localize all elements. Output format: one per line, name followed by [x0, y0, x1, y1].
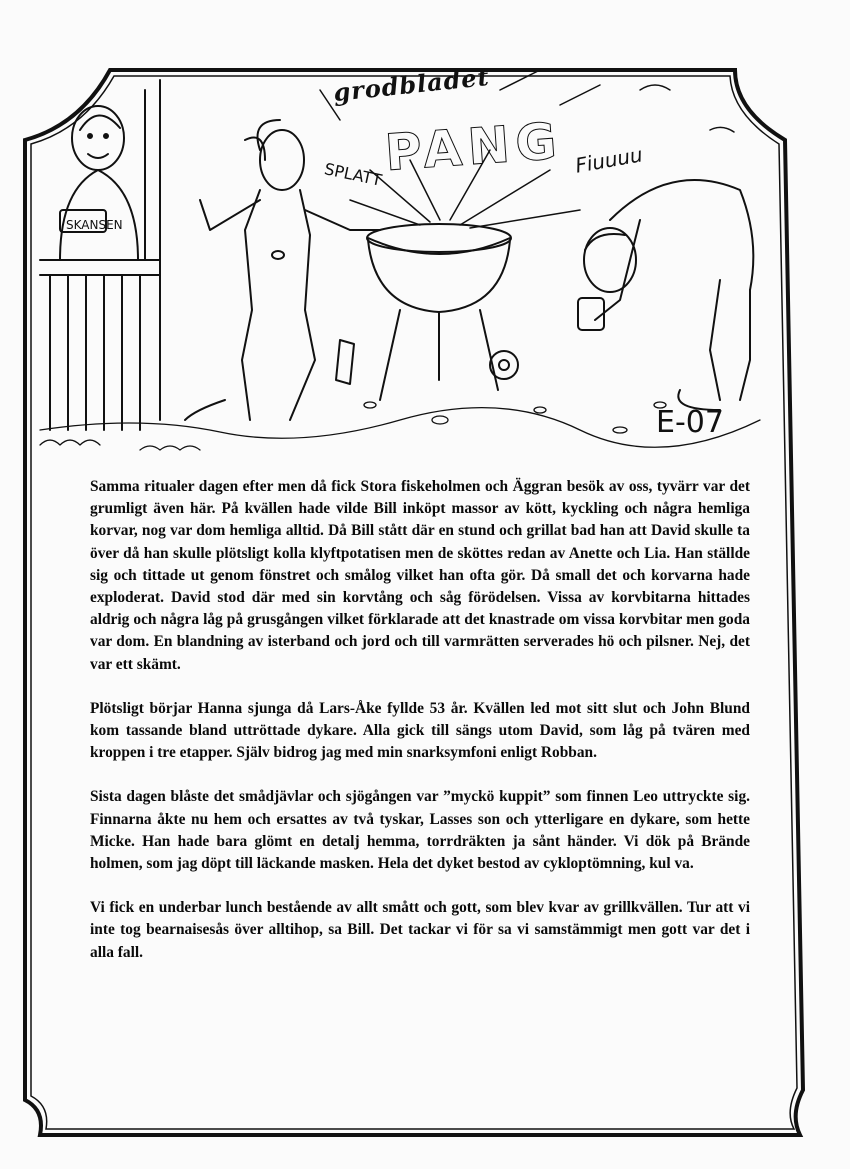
article-paragraph: Plötsligt börjar Hanna sjunga då Lars-Åke fyllde 53 år. Kvällen led mot sitt slut och John Blund kom tassande bland uttröttade dykare. Alla gick till sängs utom David, som låg på tvären med kroppen i tre etapper. Själv bidrog jag med min snarksymfoni enligt Robban.: [90, 699, 750, 762]
house-wall: [40, 80, 160, 430]
article-paragraph: Samma ritualer dagen efter men då fick Stora fiskeholmen och Äggran besök av oss, tyvärr var det grumligt även här. På kvällen hade vilde Bill inköpt massor av kött, kyckling och några hemliga korvar, nog var dom hemliga alltid. Då Bill stått där en stund och grillat bad han att David skulle ta över då han skulle plötsligt kolla klyftpotatisen men de sköttes redan av Anette och Lia. Han ställde sig och tittade ut genom fönstret och smålog vilket han ofta gör. Då small det och korvarna hade exploderat. David stod där med sin korvtång och såg förödelsen. Vissa av korvbitarna hittades aldrig och några låg på grusgången vilket förklarade att det knastrade om vissa korvbitar men goda var dom. En blandning av isterband och jord och till varmrätten serverades hö och pilsner. Nej, det var ett skämt.: [90, 478, 750, 673]
article-paragraph: Sista dagen blåste det smådjävlar och sjögången var ”myckö kuppit” som finnen Leo uttryckte sig. Finnarna åkte nu hem och ersattes av två tyskar, Lasses son och ytterligare en dykare, som hette Micke. Han hade bara glömt en detalj hemma, torrdräkten ja sånt händer. Vi dök på Brände holmen, som jag döpt till läckande masken. Hela det dyket bestod av cykloptömning, kul va.: [90, 788, 750, 873]
sfx-splatt: SPLATT: [322, 159, 384, 190]
masthead-title: grodbladet: [331, 61, 491, 108]
artist-signature: E-07: [656, 405, 724, 440]
article-body: [90, 476, 750, 986]
man-in-window: [60, 106, 138, 260]
article-paragraph: Vi fick en underbar lunch bestående av allt smått och gott, som blev kvar av grillkvällen. Tur att vi inte tog bearnaisesås över alltihop, sa Bill. Det tackar vi för sa vi samstämmigt men gott var det i alla fall.: [90, 899, 750, 961]
bending-man: [578, 180, 753, 410]
kettle-grill: [336, 224, 518, 400]
sfx-pang: PANG: [383, 111, 565, 183]
ground-scribbles: [40, 402, 760, 450]
sfx-fiuuu: Fiuuuu: [573, 142, 645, 178]
sign-skansen: SKANSEN: [66, 218, 123, 232]
